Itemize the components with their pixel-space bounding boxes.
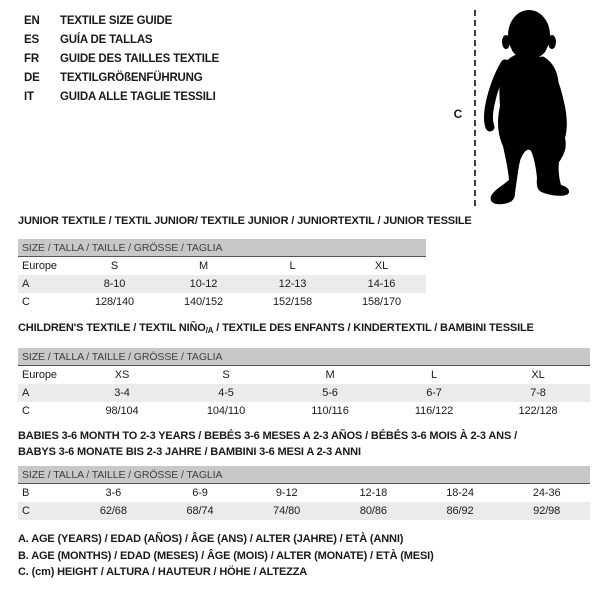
note-height-cm: C. (cm) HEIGHT / ALTURA / HAUTEUR / HÖHE / ALTEZZA: [18, 566, 308, 578]
language-label: GUIDA ALLE TAGLIE TESSILI: [60, 91, 216, 103]
language-code: DE: [24, 72, 40, 84]
children-title-post: / TEXTILE DES ENFANTS / KINDERTEXTIL / BAMBINI TESSILE: [213, 322, 534, 334]
babies-table-title: [18, 428, 517, 460]
size-cell: L: [430, 369, 438, 381]
junior-size-table: [18, 239, 426, 311]
language-row: [24, 50, 219, 69]
height-cell: 128/140: [94, 296, 135, 308]
language-code: FR: [24, 53, 39, 65]
age-cell: 18-24: [446, 487, 474, 499]
age-cell: 12-13: [278, 278, 307, 290]
table-row-age-months: [18, 484, 590, 502]
size-cell: XL: [374, 260, 389, 272]
age-cell: 10-12: [189, 278, 218, 290]
size-cell: S: [222, 369, 230, 381]
size-cell: L: [289, 260, 296, 272]
size-cell: M: [325, 369, 335, 381]
row-label: Europe: [22, 260, 57, 272]
height-cell: 74/80: [273, 505, 301, 517]
age-cell: 24-36: [532, 487, 561, 499]
height-cell: 116/122: [414, 405, 454, 417]
height-cell: 68/74: [186, 505, 214, 517]
table-row-height: [18, 402, 590, 420]
size-header-bar: SIZE / TALLA / TAILLE / GRÖSSE / TAGLIA: [18, 239, 426, 257]
language-row: [24, 12, 219, 31]
language-code: IT: [24, 91, 34, 103]
age-cell: 12-18: [359, 487, 388, 499]
row-label: Europe: [22, 369, 57, 381]
height-cell: 110/116: [311, 405, 349, 417]
row-label: C: [22, 405, 30, 417]
language-guide: [24, 12, 219, 107]
table-row-age: [18, 384, 590, 402]
age-cell: 7-8: [530, 387, 546, 399]
language-label: TEXTILGRÖßENFÜHRUNG: [60, 72, 203, 84]
height-cell: 104/110: [206, 405, 246, 417]
age-cell: 9-12: [275, 487, 298, 499]
language-code: EN: [24, 15, 40, 27]
table-row-europe: [18, 257, 426, 275]
row-label: A: [22, 278, 30, 290]
age-cell: 3-4: [114, 387, 130, 399]
height-cell: 122/128: [518, 405, 558, 417]
height-cell: 98/104: [105, 405, 139, 417]
junior-table-title: JUNIOR TEXTILE / TEXTIL JUNIOR/ TEXTILE JUNIOR / JUNIORTEXTIL / JUNIOR TESSILE: [18, 215, 472, 227]
age-cell: 6-9: [192, 487, 208, 499]
baby-silhouette-icon: [480, 4, 580, 206]
age-cell: 3-6: [105, 487, 122, 499]
language-label: GUÍA DE TALLAS: [60, 34, 153, 46]
size-cell: XL: [531, 369, 545, 381]
height-cell: 86/92: [446, 505, 474, 517]
size-cell: M: [198, 260, 209, 272]
height-cell: 140/152: [183, 296, 224, 308]
children-size-table: [18, 348, 590, 420]
height-cell: 152/158: [272, 296, 313, 308]
language-row: [24, 88, 219, 107]
note-age-years: A. AGE (YEARS) / EDAD (AÑOS) / ÂGE (ANS) / ALTER (JAHRE) / ETÀ (ANNI): [18, 533, 404, 545]
table-row-age: [18, 275, 426, 293]
language-label: TEXTILE SIZE GUIDE: [60, 15, 173, 27]
age-cell: 8-10: [103, 278, 126, 290]
babies-size-table: [18, 466, 590, 520]
babies-title-line2: BABYS 3-6 MONATE BIS 2-3 JAHRE / BAMBINI 3-6 MESI A 2-3 ANNI: [18, 446, 361, 458]
height-cell: 80/86: [359, 505, 387, 517]
table-row-europe: [18, 366, 590, 384]
age-cell: 14-16: [367, 278, 396, 290]
row-label: B: [22, 487, 30, 499]
language-code: ES: [24, 34, 39, 46]
note-age-months: B. AGE (MONTHS) / EDAD (MESES) / ÂGE (MOIS) / ALTER (MONATE) / ETÀ (MESI): [18, 549, 434, 562]
size-cell: S: [110, 260, 119, 272]
height-measure-dashed-line: [474, 10, 476, 206]
language-row: [24, 69, 219, 88]
children-title-pre: CHILDREN'S TEXTILE / TEXTIL NIÑO: [18, 322, 206, 334]
babies-title-line1: BABIES 3-6 MONTH TO 2-3 YEARS / BEBÉS 3-6 MESES A 2-3 AÑOS / BÉBÉS 3-6 MOIS À 2-3 ANS /: [18, 430, 517, 442]
row-label: A: [22, 387, 30, 399]
language-label: GUIDE DES TAILLES TEXTILE: [60, 53, 219, 65]
children-title-sub: /A: [205, 326, 214, 335]
age-cell: 5-6: [322, 387, 338, 399]
children-table-title: [18, 322, 534, 335]
size-cell: XS: [114, 369, 130, 381]
legend-notes: [18, 531, 434, 581]
measure-label-c: C: [453, 107, 463, 121]
size-header-bar: SIZE / TALLA / TAILLE / GRÖSSE / TAGLIA: [18, 466, 590, 484]
age-cell: 4-5: [218, 387, 234, 399]
age-cell: 6-7: [426, 387, 442, 399]
size-header-bar: SIZE / TALLA / TAILLE / GRÖSSE / TAGLIA: [18, 348, 590, 366]
height-cell: 92/98: [533, 505, 561, 517]
height-cell: 158/170: [361, 296, 402, 308]
height-cell: 62/68: [99, 505, 127, 517]
table-row-height: [18, 293, 426, 311]
row-label: C: [22, 296, 30, 308]
language-row: [24, 31, 219, 50]
table-row-height: [18, 502, 590, 520]
row-label: C: [22, 505, 30, 517]
